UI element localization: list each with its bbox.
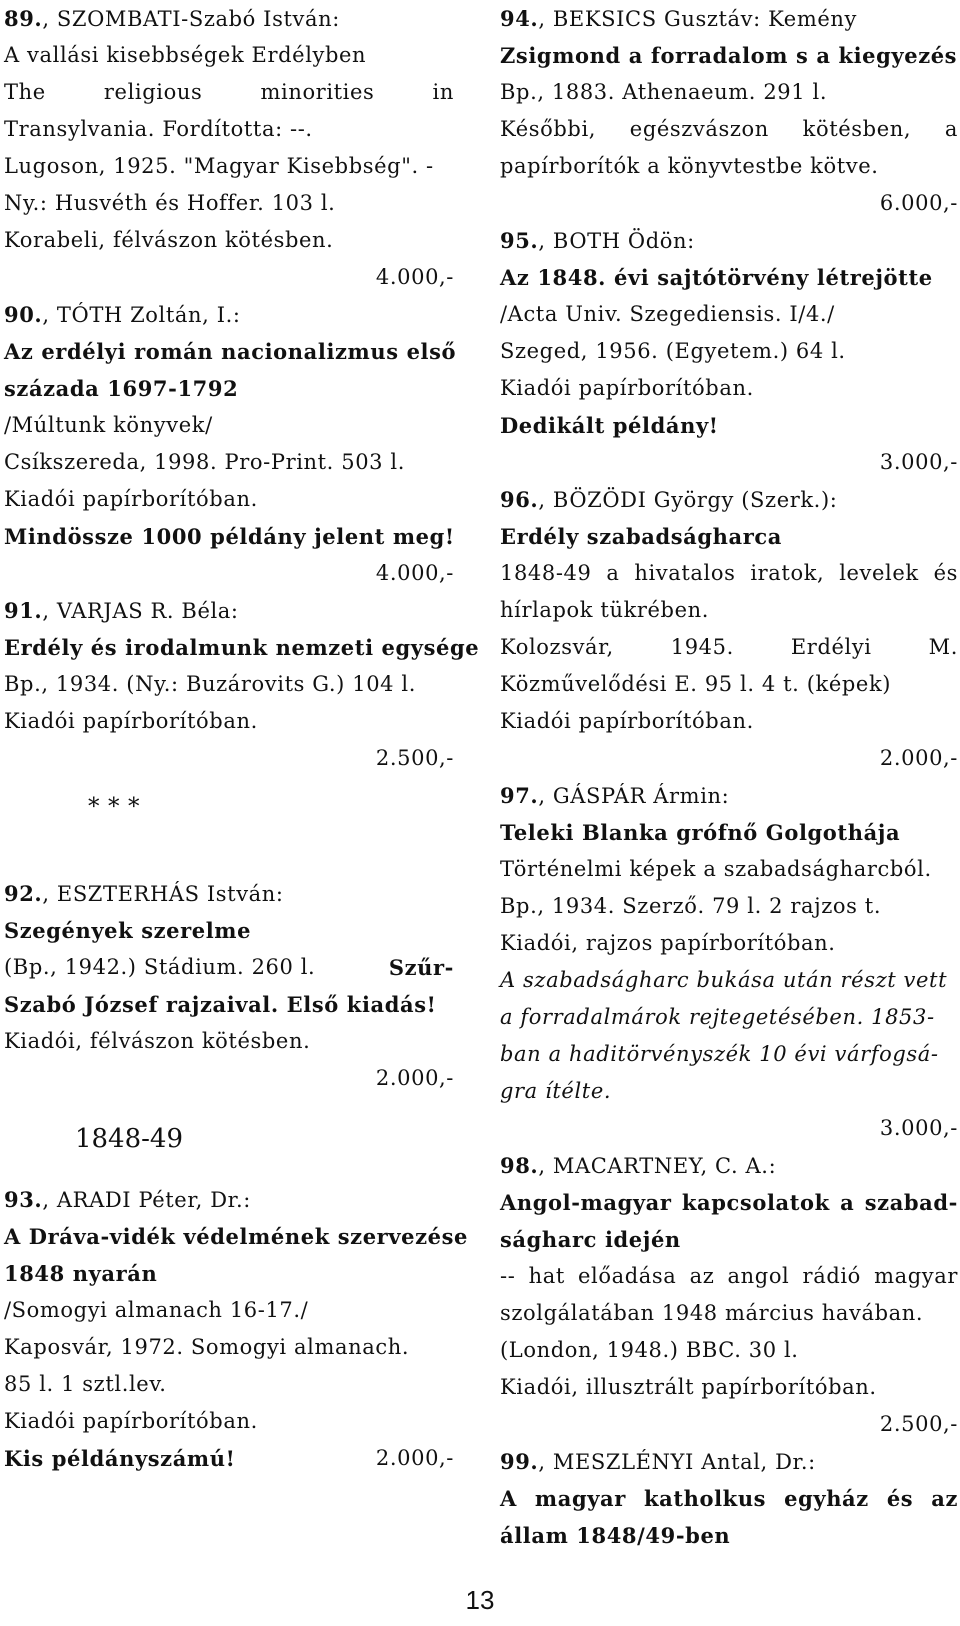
entry-line: /Acta Univ. Szegediensis. I/4./	[500, 302, 835, 326]
entry-title: A Dráva-vidék védelmének szervezése	[4, 1224, 468, 1249]
entry-line: Bp., 1883. Athenaeum. 291 l.	[500, 80, 828, 104]
entry-line: -- hat előadása az angol rádió magyar	[500, 1264, 958, 1288]
entry-line: Korabeli, félvászon kötésben.	[4, 228, 334, 252]
catalog-entry-89	[4, 0, 454, 296]
entry-annotation: a forradalmárok rejtegetésében. 1853-	[500, 1005, 935, 1029]
entry-header	[4, 875, 454, 912]
entry-title: Erdély szabadságharca	[500, 524, 782, 549]
spacer	[4, 1169, 454, 1181]
entry-line: Kiadói, illusztrált papírborítóban.	[500, 1375, 877, 1399]
entry-number: 89.	[4, 6, 43, 31]
entry-header	[500, 1443, 958, 1480]
entry-line: Lugoson, 1925. "Magyar Kisebbség". -	[4, 154, 434, 178]
entry-line: 85 l. 1 sztl.lev.	[4, 1372, 167, 1396]
spacer	[4, 1097, 454, 1109]
entry-line: Kolozsvár, 1945. Erdélyi M.	[500, 635, 958, 659]
entry-title: 1848 nyarán	[4, 1261, 158, 1286]
entry-line: Bp., 1934. (Ny.: Buzárovits G.) 104 l.	[4, 672, 416, 696]
entry-annotation: A szabadságharc bukása után részt vett	[500, 968, 948, 992]
entry-header	[500, 0, 958, 37]
entry-line: Kiadói, rajzos papírborítóban.	[500, 931, 836, 955]
spacer	[4, 826, 454, 838]
entry-line: Transylvania. Fordította: --.	[4, 117, 313, 141]
entry-line: Bp., 1934. Szerző. 79 l. 2 rajzos t.	[500, 894, 882, 918]
entry-price: 2.500,-	[375, 746, 454, 770]
section-heading: 1848-49	[74, 1124, 184, 1154]
entry-annotation: gra ítélte.	[500, 1079, 612, 1103]
entry-number: 98.	[500, 1153, 539, 1178]
entry-author: , VARJAS R. Béla:	[42, 599, 239, 623]
catalog-entry-97	[500, 777, 958, 1147]
entry-price: 2.000,-	[375, 1066, 454, 1090]
catalog-entry-92	[4, 875, 454, 1097]
entry-title: százada 1697-1792	[4, 376, 239, 401]
entry-line	[4, 949, 454, 986]
entry-title: Erdély és irodalmunk nemzeti egysége	[4, 635, 480, 660]
entry-line: Közművelődési E. 95 l. 4 t. (képek)	[500, 672, 892, 696]
entry-number: 94.	[500, 6, 539, 31]
section-separator: * * *	[87, 794, 141, 820]
entry-author: , TÓTH Zoltán, I.:	[42, 303, 241, 327]
entry-price: 4.000,-	[375, 265, 454, 289]
entry-line: Csíkszereda, 1998. Pro-Print. 503 l.	[4, 450, 405, 474]
entry-number: 91.	[4, 598, 43, 623]
entry-annotation: ban a haditörvényszék 10 évi várfogsá-	[500, 1042, 939, 1066]
entry-line: Kiadói papírborítóban.	[4, 709, 258, 733]
entry-price: 4.000,-	[375, 561, 454, 585]
entry-line: Történelmi képek a szabadságharcból.	[500, 857, 932, 881]
catalog-entry-98	[500, 1147, 958, 1443]
entry-number: 99.	[500, 1449, 539, 1474]
entry-number: 97.	[500, 783, 539, 808]
entry-title: Zsigmond a forradalom s a kiegyezés	[500, 43, 958, 68]
entry-header	[500, 1147, 958, 1184]
entry-line: Kaposvár, 1972. Somogyi almanach.	[4, 1335, 410, 1359]
entry-line: /Somogyi almanach 16-17./	[4, 1298, 309, 1322]
entry-price: 3.000,-	[879, 450, 958, 474]
entry-line: Kiadói papírborítóban.	[4, 487, 258, 511]
entry-line: /Múltunk könyvek/	[4, 413, 213, 437]
entry-title: Az 1848. évi sajtótörvény létrejötte	[500, 265, 933, 290]
entry-title: A vallási kisebbségek Erdélyben	[4, 43, 367, 67]
entry-line: hírlapok tükrében.	[500, 598, 710, 622]
spacer	[4, 777, 454, 789]
entry-line: Kiadói papírborítóban.	[500, 376, 754, 400]
entry-title: Angol-magyar kapcsolatok a szabad-	[500, 1190, 958, 1215]
page-number: 13	[465, 1585, 495, 1615]
entry-line: (London, 1948.) BBC. 30 l.	[500, 1338, 799, 1362]
catalog-entry-95	[500, 222, 958, 481]
entry-title: Teleki Blanka grófnő Golgothája	[500, 820, 901, 845]
entry-title: A magyar katholkus egyház és az	[500, 1486, 958, 1511]
entry-number: 95.	[500, 228, 539, 253]
catalog-entry-94	[500, 0, 958, 222]
entry-author: , BOTH Ödön:	[538, 229, 695, 253]
entry-number: 92.	[4, 881, 43, 906]
entry-header	[4, 592, 454, 629]
entry-header	[500, 481, 958, 518]
catalog-entry-91	[4, 592, 480, 777]
entry-note: Szabó József rajzaival. Első kiadás!	[4, 992, 437, 1017]
entry-line: Kiadói, félvászon kötésben.	[4, 1029, 311, 1053]
entry-line: szolgálatában 1948 március havában.	[500, 1301, 924, 1325]
entry-header	[500, 777, 958, 814]
entry-line: papírborítók a könyvtestbe kötve.	[500, 154, 879, 178]
entry-header	[4, 0, 454, 37]
entry-number: 90.	[4, 302, 43, 327]
entry-price: 6.000,-	[879, 191, 958, 215]
catalog-entry-93	[4, 1181, 468, 1477]
entry-line: Kiadói papírborítóban.	[500, 709, 754, 733]
entry-author: , ARADI Péter, Dr.:	[42, 1188, 251, 1212]
entry-line-bold: Szűr-	[388, 955, 454, 980]
catalog-entry-96	[500, 481, 958, 777]
entry-author: , SZOMBATI-Szabó István:	[42, 7, 340, 31]
entry-price: 3.000,-	[879, 1116, 958, 1140]
left-column	[4, 0, 480, 1477]
entry-title: Szegények szerelme	[4, 918, 252, 943]
entry-title: ságharc idején	[500, 1227, 681, 1252]
catalog-entry-90	[4, 296, 457, 592]
entry-author: , GÁSPÁR Ármin:	[538, 784, 730, 808]
entry-line: Kiadói papírborítóban.	[4, 1409, 258, 1433]
entry-price: 2.500,-	[879, 1412, 958, 1436]
entry-note: Kis példányszámú!	[4, 1446, 236, 1471]
entry-author: , BEKSICS Gusztáv: Kemény	[538, 7, 857, 31]
entry-footer	[4, 1440, 454, 1477]
right-column	[500, 0, 958, 1554]
entry-author: , MESZLÉNYI Antal, Dr.:	[538, 1450, 816, 1474]
entry-line-text: (Bp., 1942.) Stádium. 260 l.	[4, 955, 316, 979]
entry-title: Az erdélyi román nacionalizmus első	[4, 339, 457, 364]
entry-number: 96.	[500, 487, 539, 512]
catalog-entry-99	[500, 1443, 958, 1554]
entry-line: The religious minorities in	[4, 80, 454, 104]
entry-price: 2.000,-	[879, 746, 958, 770]
entry-line: Későbbi, egészvászon kötésben, a	[500, 117, 958, 141]
entry-header	[500, 222, 958, 259]
entry-note: Dedikált példány!	[500, 413, 719, 438]
entry-price: 2.000,-	[375, 1446, 454, 1470]
entry-author: , MACARTNEY, C. A.:	[538, 1154, 777, 1178]
entry-header	[4, 1181, 454, 1218]
entry-line: Ny.: Husvéth és Hoffer. 103 l.	[4, 191, 336, 215]
entry-note: Mindössze 1000 példány jelent meg!	[4, 524, 455, 549]
entry-line: Szeged, 1956. (Egyetem.) 64 l.	[500, 339, 846, 363]
entry-author: , ESZTERHÁS István:	[42, 882, 284, 906]
entry-number: 93.	[4, 1187, 43, 1212]
spacer	[4, 838, 454, 875]
entry-header	[4, 296, 454, 333]
entry-line: 1848-49 a hivatalos iratok, levelek és	[500, 561, 958, 585]
entry-title: állam 1848/49-ben	[500, 1523, 731, 1548]
entry-author: , BÖZÖDI György (Szerk.):	[538, 488, 838, 512]
